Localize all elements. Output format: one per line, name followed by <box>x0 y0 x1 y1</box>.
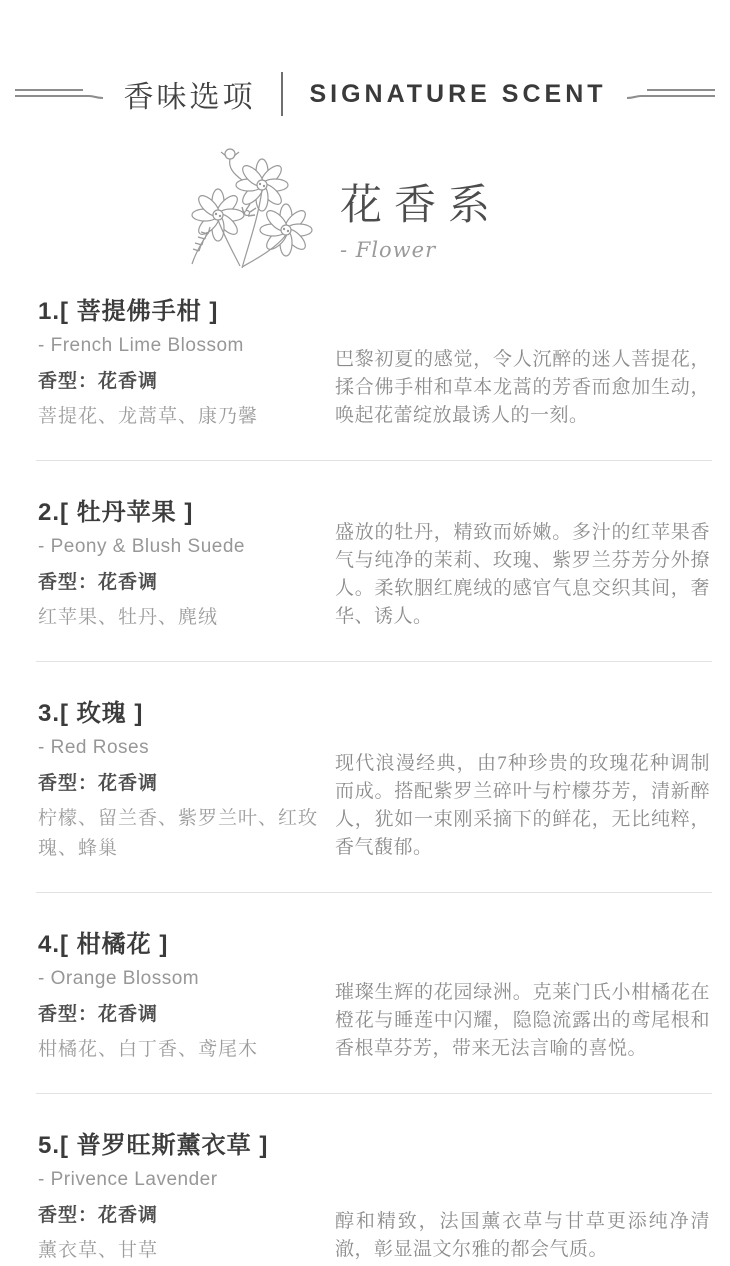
scent-description: 璀璨生辉的花园绿洲。克莱门氏小柑橘花在橙花与睡莲中闪耀，隐隐流露出的鸢尾根和香根草芬芳，带来无法言喻的喜悦。 <box>335 982 710 1059</box>
separator <box>36 460 712 461</box>
scent-name-english: - Peony & Blush Suede <box>38 536 245 557</box>
scent-name: 3.[ 玫瑰 ] <box>38 700 144 727</box>
scent-info <box>38 291 335 432</box>
scent-info <box>38 924 335 1065</box>
page-title-en: SIGNATURE SCENT <box>309 79 607 108</box>
separator <box>36 661 712 662</box>
scent-item-2 <box>0 492 730 633</box>
scent-item-4 <box>0 924 730 1065</box>
scent-item-1 <box>0 291 730 432</box>
scent-type: 香型：花香调 <box>38 572 159 593</box>
separator <box>36 892 712 893</box>
scent-family-block <box>0 140 708 275</box>
scent-info <box>38 492 335 633</box>
separator <box>36 1093 712 1094</box>
scent-type: 香型：花香调 <box>38 1004 159 1025</box>
scent-type: 香型：花香调 <box>38 773 159 794</box>
flower-illustration <box>184 140 324 275</box>
section-header <box>0 72 730 116</box>
scent-notes: 柠檬、留兰香、紫罗兰叶、红玫瑰、蜂巢 <box>38 808 319 859</box>
scent-info <box>38 1125 335 1266</box>
scent-description: 醇和精致，法国薰衣草与甘草更添纯净清澈，彰显温文尔雅的都会气质。 <box>335 1211 710 1260</box>
scent-item-3 <box>0 693 730 864</box>
ornament-line-left-icon <box>13 86 105 102</box>
scent-notes: 菩提花、龙蒿草、康乃馨 <box>38 406 259 427</box>
scent-notes: 红苹果、牡丹、麂绒 <box>38 607 219 628</box>
scent-name-english: - Red Roses <box>38 737 150 758</box>
scent-name: 5.[ 普罗旺斯薰衣草 ] <box>38 1132 269 1159</box>
scent-info <box>38 693 335 864</box>
scent-type: 香型：花香调 <box>38 371 159 392</box>
family-name-zh: 花香系 <box>339 183 502 229</box>
scent-description: 巴黎初夏的感觉，令人沉醉的迷人菩提花，揉合佛手柑和草本龙蒿的芳香而愈加生动，唤起花蕾绽放最诱人的一刻。 <box>335 349 710 426</box>
scent-name-english: - Orange Blossom <box>38 968 200 989</box>
scent-notes: 薰衣草、甘草 <box>38 1240 159 1261</box>
scent-item-5 <box>0 1125 730 1266</box>
scent-name-english: - French Lime Blossom <box>38 335 244 356</box>
scent-name: 2.[ 牡丹苹果 ] <box>38 499 194 526</box>
scent-name-english: - Privence Lavender <box>38 1169 218 1190</box>
scent-name: 1.[ 菩提佛手柑 ] <box>38 298 219 325</box>
header-divider <box>281 72 283 116</box>
page-title-zh: 香味选项 <box>123 81 256 114</box>
scent-description: 现代浪漫经典，由7种珍贵的玫瑰花种调制而成。搭配紫罗兰碎叶与柠檬芬芳，清新醉人，犹如一束刚采摘下的鲜花，无比纯粹，香气馥郁。 <box>335 753 710 858</box>
family-name-en: - Flower <box>339 238 437 262</box>
scent-notes: 柑橘花、白丁香、鸢尾木 <box>38 1039 259 1060</box>
scent-name: 4.[ 柑橘花 ] <box>38 931 169 958</box>
scent-type: 香型：花香调 <box>38 1205 159 1226</box>
scent-description: 盛放的牡丹，精致而娇嫩。多汁的红苹果香气与纯净的茉莉、玫瑰、紫罗兰芬芳分外撩人。柔软胭红麂绒的感官气息交织其间，奢华、诱人。 <box>335 522 710 627</box>
ornament-line-right-icon <box>625 86 717 102</box>
scent-list <box>0 291 730 1266</box>
